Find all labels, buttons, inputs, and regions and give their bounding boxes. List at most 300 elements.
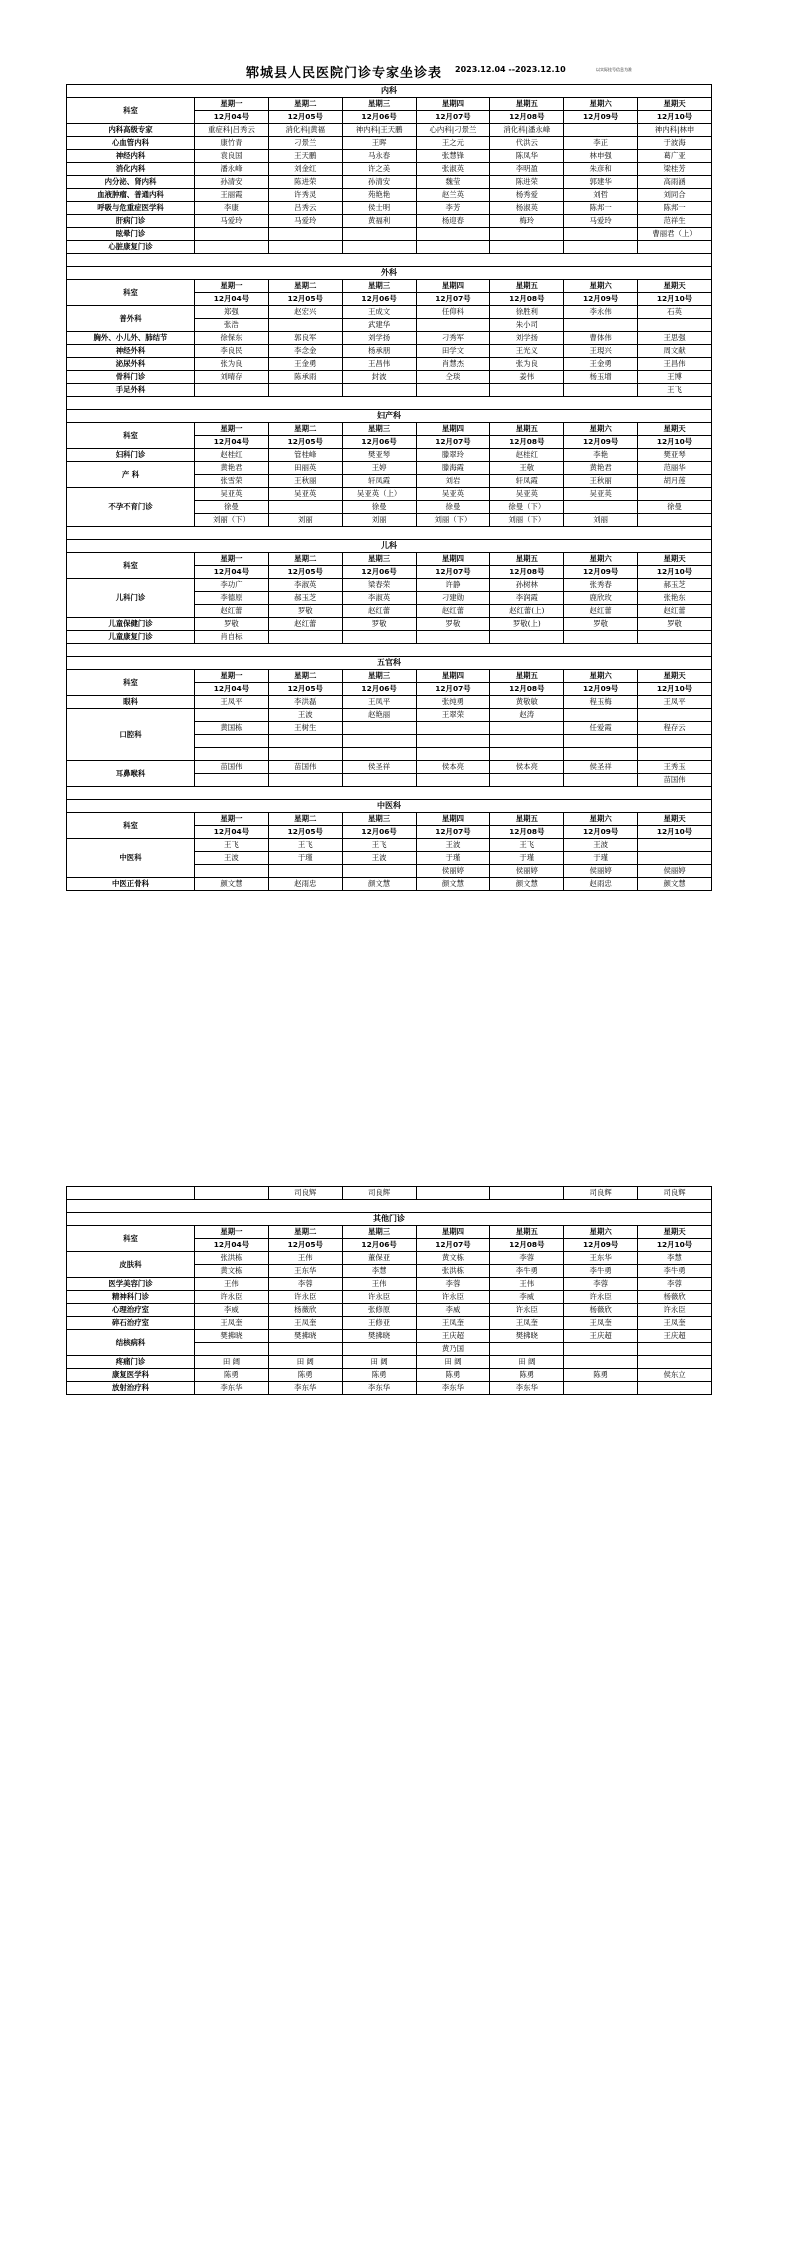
doctor-cell: 王秋丽 (564, 475, 638, 488)
date-header: 12月08号 (490, 566, 564, 579)
weekday-header: 星期六 (564, 423, 638, 436)
page-title: 郓城县人民医院门诊专家坐诊表 (246, 66, 443, 81)
dept-name: 儿童保健门诊 (67, 618, 195, 631)
schedule-row (67, 1369, 712, 1382)
dept-name: 神经外科 (67, 345, 195, 358)
doctor-cell: 王东华 (268, 1265, 342, 1278)
doctor-cell: 陈勇 (195, 1369, 269, 1382)
section-gap (67, 644, 712, 657)
dept-name: 放射治疗科 (67, 1382, 195, 1395)
doctor-cell: 陈勇 (490, 1369, 564, 1382)
date-header: 12月08号 (490, 436, 564, 449)
doctor-cell (490, 748, 564, 761)
weekday-header: 星期一 (195, 553, 269, 566)
doctor-cell: 黄敬敏 (490, 696, 564, 709)
doctor-cell: 徐曼 (638, 501, 712, 514)
doctor-cell (564, 774, 638, 787)
doctor-cell: 田 阔 (342, 1356, 416, 1369)
doctor-cell: 朱彦和 (564, 163, 638, 176)
weekday-header: 星期一 (195, 1226, 269, 1239)
doctor-cell: 于瑾 (416, 852, 490, 865)
doctor-cell (416, 722, 490, 735)
weekday-header: 星期六 (564, 280, 638, 293)
doctor-cell: 张雪荣 (195, 475, 269, 488)
schedule-row (67, 878, 712, 891)
doctor-cell: 赵兰英 (416, 189, 490, 202)
weekday-header: 星期二 (268, 1226, 342, 1239)
doctor-cell: 张慧锋 (416, 150, 490, 163)
doctor-cell: 王伟 (195, 1278, 269, 1291)
doctor-cell: 王凤奎 (564, 1317, 638, 1330)
doctor-cell: 刘丽（下） (490, 514, 564, 527)
doctor-cell: 张秀春 (564, 579, 638, 592)
doctor-cell: 吕秀云 (268, 202, 342, 215)
dept-header: 科室 (67, 98, 195, 124)
doctor-cell: 梁桂芳 (638, 163, 712, 176)
doctor-cell: 黄乃国 (416, 1343, 490, 1356)
doctor-cell: 李淑英 (342, 592, 416, 605)
date-header: 12月04号 (195, 111, 269, 124)
doctor-cell: 黄国栋 (195, 722, 269, 735)
doctor-cell: 李威 (195, 1304, 269, 1317)
section-title-row (67, 410, 712, 423)
doctor-cell (638, 488, 712, 501)
dept-name: 泌尿外科 (67, 358, 195, 371)
doctor-cell: 侯圣祥 (564, 761, 638, 774)
date-header: 12月06号 (342, 826, 416, 839)
date-header: 12月08号 (490, 826, 564, 839)
doctor-cell: 李蓉 (416, 1278, 490, 1291)
weekday-header: 星期二 (268, 553, 342, 566)
dept-name: 疼痛门诊 (67, 1356, 195, 1369)
date-header: 12月10号 (638, 683, 712, 696)
schedule-row (67, 189, 712, 202)
schedule-row (67, 163, 712, 176)
doctor-cell: 罗敬(上) (490, 618, 564, 631)
doctor-cell: 杨薇欣 (564, 1304, 638, 1317)
dept-name: 心脏康复门诊 (67, 241, 195, 254)
doctor-cell: 王伟 (342, 1278, 416, 1291)
date-header: 12月09号 (564, 566, 638, 579)
doctor-cell: 梁春荣 (342, 579, 416, 592)
doctor-cell: 刘岩 (416, 475, 490, 488)
doctor-cell: 轩凤霞 (490, 475, 564, 488)
schedule-table-bottom (66, 1186, 712, 1395)
doctor-cell: 侯士明 (342, 202, 416, 215)
doctor-cell: 樊拂晓 (195, 1330, 269, 1343)
weekday-header: 星期四 (416, 553, 490, 566)
weekday-header: 星期六 (564, 670, 638, 683)
doctor-cell: 许永臣 (416, 1291, 490, 1304)
doctor-cell: 赵红蕾 (416, 605, 490, 618)
doctor-cell: 重症科|吕秀云 (195, 124, 269, 137)
doctor-cell (342, 865, 416, 878)
weekday-header-row (67, 98, 712, 111)
doctor-cell: 吴亚英 (268, 488, 342, 501)
date-header: 12月04号 (195, 293, 269, 306)
doctor-cell (490, 735, 564, 748)
doctor-cell: 心内科|刁景兰 (416, 124, 490, 137)
dept-name: 神经内科 (67, 150, 195, 163)
doctor-cell: 王丽霞 (195, 189, 269, 202)
gap-cell (67, 1200, 712, 1213)
doctor-cell (564, 631, 638, 644)
doctor-cell: 田 阔 (490, 1356, 564, 1369)
doctor-cell: 许永臣 (564, 1291, 638, 1304)
doctor-cell: 许永臣 (268, 1291, 342, 1304)
date-header: 12月10号 (638, 826, 712, 839)
schedule-row (67, 618, 712, 631)
doctor-cell: 刘学扬 (490, 332, 564, 345)
doctor-cell: 杨玉增 (564, 371, 638, 384)
weekday-header: 星期三 (342, 553, 416, 566)
dept-header: 科室 (67, 423, 195, 449)
doctor-cell: 王庆超 (638, 1330, 712, 1343)
schedule-row (67, 228, 712, 241)
date-header: 12月08号 (490, 683, 564, 696)
doctor-cell (564, 241, 638, 254)
section-gap (67, 1200, 712, 1213)
dept-name: 医学美容门诊 (67, 1278, 195, 1291)
doctor-cell: 管桂峰 (268, 449, 342, 462)
doctor-cell: 刘丽（下） (416, 514, 490, 527)
doctor-cell: 徐曼 (416, 501, 490, 514)
dept-name: 耳鼻喉科 (67, 761, 195, 787)
doctor-cell: 李康 (195, 202, 269, 215)
doctor-cell: 侯丽婷 (638, 865, 712, 878)
doctor-cell: 王飞 (638, 384, 712, 397)
weekday-header: 星期天 (638, 670, 712, 683)
doctor-cell (342, 735, 416, 748)
doctor-cell (416, 1187, 490, 1200)
doctor-cell: 曹体伟 (564, 332, 638, 345)
doctor-cell: 于瑾 (490, 852, 564, 865)
doctor-cell: 李艳 (564, 449, 638, 462)
date-header: 12月07号 (416, 566, 490, 579)
doctor-cell: 魏莹 (416, 176, 490, 189)
doctor-cell (564, 501, 638, 514)
weekday-header: 星期二 (268, 98, 342, 111)
doctor-cell: 王凤奎 (416, 1317, 490, 1330)
doctor-cell: 张浩 (195, 319, 269, 332)
date-header: 12月04号 (195, 683, 269, 696)
doctor-cell: 李东华 (195, 1382, 269, 1395)
doctor-cell: 徐曼 (342, 501, 416, 514)
doctor-cell: 侯丽婷 (490, 865, 564, 878)
doctor-cell: 代洪云 (490, 137, 564, 150)
doctor-cell: 王飞 (342, 839, 416, 852)
doctor-cell: 陈进荣 (490, 176, 564, 189)
doctor-cell (342, 774, 416, 787)
doctor-cell: 赵艳丽 (342, 709, 416, 722)
weekday-header: 星期五 (490, 423, 564, 436)
dept-name: 精神科门诊 (67, 1291, 195, 1304)
dept-header: 科室 (67, 280, 195, 306)
doctor-cell: 王成文 (342, 306, 416, 319)
doctor-cell (342, 384, 416, 397)
weekday-header: 星期六 (564, 98, 638, 111)
doctor-cell: 罗敬 (564, 618, 638, 631)
doctor-cell: 吴亚英 (564, 488, 638, 501)
doctor-cell: 李永伟 (564, 306, 638, 319)
doctor-cell: 赵红蕾(上) (490, 605, 564, 618)
doctor-cell: 李正 (564, 137, 638, 150)
date-header: 12月06号 (342, 566, 416, 579)
dept-name: 中医科 (67, 839, 195, 878)
doctor-cell: 王博 (638, 371, 712, 384)
doctor-cell: 孙清安 (195, 176, 269, 189)
date-header: 12月08号 (490, 1239, 564, 1252)
doctor-cell: 李良民 (195, 345, 269, 358)
doctor-cell: 罗敬 (416, 618, 490, 631)
weekday-header-row (67, 553, 712, 566)
dept-name: 胸外、小儿外、肺结节 (67, 332, 195, 345)
doctor-cell: 肖慧杰 (416, 358, 490, 371)
doctor-cell: 王波 (416, 839, 490, 852)
dept-name (67, 1187, 195, 1200)
schedule-row (67, 332, 712, 345)
doctor-cell: 李蓉 (638, 1278, 712, 1291)
schedule-row (67, 696, 712, 709)
doctor-cell: 石英 (638, 306, 712, 319)
doctor-cell (268, 1343, 342, 1356)
section-title-row (67, 85, 712, 98)
date-header: 12月05号 (268, 1239, 342, 1252)
doctor-cell (342, 722, 416, 735)
weekday-header: 星期天 (638, 1226, 712, 1239)
doctor-cell: 刘丽 (342, 514, 416, 527)
doctor-cell: 王翠荣 (416, 709, 490, 722)
doctor-cell (564, 735, 638, 748)
doctor-cell: 滕翠玲 (416, 449, 490, 462)
weekday-header: 星期三 (342, 280, 416, 293)
doctor-cell (638, 709, 712, 722)
date-header: 12月04号 (195, 826, 269, 839)
doctor-cell (342, 748, 416, 761)
doctor-cell (490, 631, 564, 644)
weekday-header: 星期天 (638, 280, 712, 293)
doctor-cell (564, 748, 638, 761)
doctor-cell: 郑强 (195, 306, 269, 319)
doctor-cell: 王之元 (416, 137, 490, 150)
date-header: 12月07号 (416, 1239, 490, 1252)
weekday-header: 星期天 (638, 423, 712, 436)
doctor-cell (268, 865, 342, 878)
doctor-cell (195, 384, 269, 397)
doctor-cell: 司良辉 (564, 1187, 638, 1200)
doctor-cell (195, 228, 269, 241)
doctor-cell: 轩凤霞 (342, 475, 416, 488)
doctor-cell: 王伟 (490, 1278, 564, 1291)
doctor-cell: 梅玲 (490, 215, 564, 228)
dept-name: 妇科门诊 (67, 449, 195, 462)
doctor-cell: 徐保东 (195, 332, 269, 345)
doctor-cell: 苗国伟 (638, 774, 712, 787)
weekday-header: 星期二 (268, 280, 342, 293)
doctor-cell: 刘丽 (564, 514, 638, 527)
doctor-cell: 田 阔 (268, 1356, 342, 1369)
doctor-cell (195, 735, 269, 748)
doctor-cell: 张艳东 (638, 592, 712, 605)
doctor-cell: 王树生 (268, 722, 342, 735)
doctor-cell: 刘哲 (564, 189, 638, 202)
doctor-cell (195, 709, 269, 722)
doctor-cell: 刘丽 (268, 514, 342, 527)
doctor-cell: 范祥生 (638, 215, 712, 228)
dept-name: 碎石治疗室 (67, 1317, 195, 1330)
doctor-cell: 王修亚 (342, 1317, 416, 1330)
gap-cell (67, 787, 712, 800)
doctor-cell: 刁建勋 (416, 592, 490, 605)
doctor-cell (490, 228, 564, 241)
doctor-cell: 侯本亮 (416, 761, 490, 774)
date-header: 12月09号 (564, 683, 638, 696)
doctor-cell: 许永臣 (638, 1304, 712, 1317)
doctor-cell: 田 阔 (416, 1356, 490, 1369)
dept-name: 血液肿瘤、普通内科 (67, 189, 195, 202)
weekday-header: 星期三 (342, 813, 416, 826)
weekday-header: 星期一 (195, 423, 269, 436)
schedule-row (67, 839, 712, 852)
date-header: 12月07号 (416, 293, 490, 306)
date-header: 12月05号 (268, 111, 342, 124)
doctor-cell: 田学文 (416, 345, 490, 358)
doctor-cell: 颜文慧 (195, 878, 269, 891)
dept-name: 眼科 (67, 696, 195, 709)
doctor-cell: 董保亚 (342, 1252, 416, 1265)
date-header: 12月05号 (268, 683, 342, 696)
doctor-cell: 刁秀军 (416, 332, 490, 345)
weekday-header: 星期一 (195, 98, 269, 111)
section-title-row (67, 267, 712, 280)
schedule-row (67, 384, 712, 397)
doctor-cell: 任仰科 (416, 306, 490, 319)
doctor-cell: 李德原 (195, 592, 269, 605)
weekday-header: 星期三 (342, 98, 416, 111)
doctor-cell: 许静 (416, 579, 490, 592)
section-gap (67, 527, 712, 540)
dept-name: 中医正骨科 (67, 878, 195, 891)
dept-header: 科室 (67, 670, 195, 696)
doctor-cell: 赵红蕾 (638, 605, 712, 618)
weekday-header: 星期五 (490, 813, 564, 826)
schedule-row (67, 1356, 712, 1369)
date-header: 12月07号 (416, 683, 490, 696)
doctor-cell: 李功广 (195, 579, 269, 592)
doctor-cell: 罗敬 (195, 618, 269, 631)
doctor-cell: 黄艳君 (195, 462, 269, 475)
doctor-cell (490, 241, 564, 254)
doctor-cell: 王晖 (342, 137, 416, 150)
dept-name: 不孕不育门诊 (67, 488, 195, 527)
doctor-cell: 侯东立 (638, 1369, 712, 1382)
schedule-part-2 (66, 1186, 712, 1395)
doctor-cell: 孙树林 (490, 579, 564, 592)
dept-name: 口腔科 (67, 709, 195, 761)
doctor-cell: 刁景兰 (268, 137, 342, 150)
doctor-cell: 消化科|黄福 (268, 124, 342, 137)
doctor-cell: 神内科|林申 (638, 124, 712, 137)
doctor-cell: 樊拂晓 (268, 1330, 342, 1343)
schedule-row (67, 462, 712, 475)
doctor-cell: 高雨涵 (638, 176, 712, 189)
date-header: 12月04号 (195, 436, 269, 449)
doctor-cell: 王婷 (342, 462, 416, 475)
doctor-cell: 王金勇 (564, 358, 638, 371)
doctor-cell (268, 774, 342, 787)
doctor-cell (195, 1343, 269, 1356)
doctor-cell (490, 1187, 564, 1200)
date-header: 12月04号 (195, 1239, 269, 1252)
schedule-row (67, 449, 712, 462)
doctor-cell: 樊亚琴 (342, 449, 416, 462)
schedule-row (67, 1291, 712, 1304)
doctor-cell (342, 1343, 416, 1356)
doctor-cell (564, 228, 638, 241)
date-header: 12月05号 (268, 436, 342, 449)
schedule-row (67, 1187, 712, 1200)
doctor-cell (564, 124, 638, 137)
weekday-header: 星期天 (638, 98, 712, 111)
doctor-cell: 李洪磊 (268, 696, 342, 709)
section-title: 中医科 (67, 800, 712, 813)
doctor-cell: 程玉梅 (564, 696, 638, 709)
doctor-cell: 罗敬 (638, 618, 712, 631)
doctor-cell: 王凤奎 (195, 1317, 269, 1330)
doctor-cell: 司良辉 (638, 1187, 712, 1200)
doctor-cell: 王凤奎 (268, 1317, 342, 1330)
date-header: 12月09号 (564, 826, 638, 839)
doctor-cell: 赵雨忠 (564, 878, 638, 891)
dept-name: 肝病门诊 (67, 215, 195, 228)
gap-cell (67, 397, 712, 410)
doctor-cell (195, 241, 269, 254)
doctor-cell (342, 241, 416, 254)
section-title: 其他门诊 (67, 1213, 712, 1226)
doctor-cell: 潘永峰 (195, 163, 269, 176)
doctor-cell (416, 631, 490, 644)
doctor-cell: 王金勇 (268, 358, 342, 371)
doctor-cell: 黄文栋 (195, 1265, 269, 1278)
doctor-cell (268, 228, 342, 241)
schedule-row (67, 345, 712, 358)
schedule-row (67, 241, 712, 254)
date-header: 12月05号 (268, 293, 342, 306)
doctor-cell: 葛广亚 (638, 150, 712, 163)
doctor-cell: 李牛勇 (564, 1265, 638, 1278)
doctor-cell: 黄福利 (342, 215, 416, 228)
schedule-row (67, 631, 712, 644)
doctor-cell: 王秋丽 (268, 475, 342, 488)
doctor-cell: 张为良 (195, 358, 269, 371)
gap-cell (67, 527, 712, 540)
doctor-cell: 黄文栋 (416, 1252, 490, 1265)
doctor-cell: 王光义 (490, 345, 564, 358)
doctor-cell: 杨薇欣 (638, 1291, 712, 1304)
doctor-cell: 王凤平 (638, 696, 712, 709)
doctor-cell: 肖自标 (195, 631, 269, 644)
doctor-cell (638, 319, 712, 332)
dept-name: 心理治疗室 (67, 1304, 195, 1317)
dept-name: 消化内科 (67, 163, 195, 176)
doctor-cell: 袁良国 (195, 150, 269, 163)
doctor-cell: 司良辉 (342, 1187, 416, 1200)
doctor-cell (416, 228, 490, 241)
doctor-cell: 颜文慧 (342, 878, 416, 891)
doctor-cell: 刘晴存 (195, 371, 269, 384)
doctor-cell: 王东华 (564, 1252, 638, 1265)
date-header: 12月10号 (638, 436, 712, 449)
